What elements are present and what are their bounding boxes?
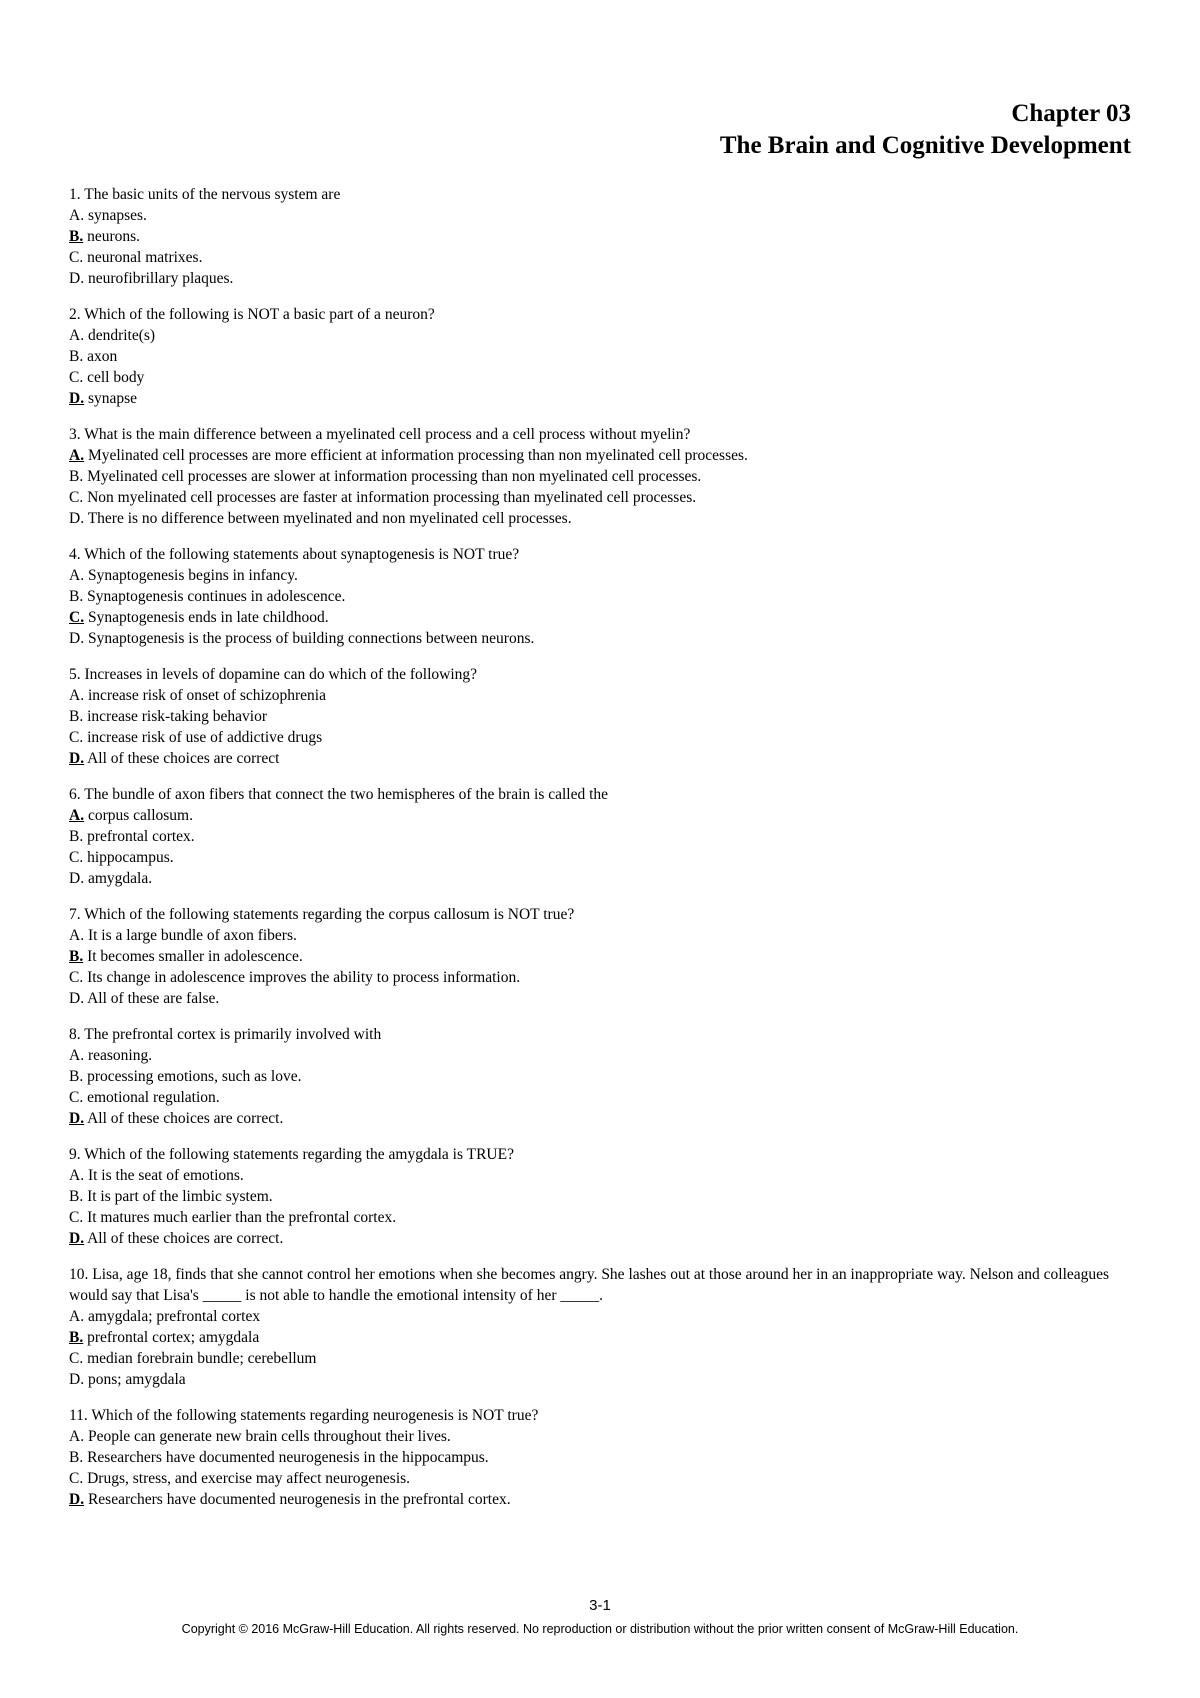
answer-text: Synaptogenesis begins in infancy. <box>87 567 298 584</box>
correct-answer-letter: B. <box>69 1329 84 1346</box>
answer-choice <box>69 946 1139 967</box>
answer-text: dendrite(s) <box>87 327 156 344</box>
answer-text: reasoning. <box>87 1047 153 1064</box>
answer-choice <box>69 1165 1139 1186</box>
answer-text: increase risk-taking behavior <box>87 708 267 725</box>
answer-text: amygdala; prefrontal cortex <box>87 1308 261 1325</box>
answer-text: Researchers have documented neurogenesis in the hippocampus. <box>87 1449 489 1466</box>
answer-letter: B. <box>69 1449 84 1466</box>
answer-letter: C. <box>69 1470 84 1487</box>
answer-choice <box>69 325 1139 346</box>
answer-choice <box>69 868 1139 889</box>
correct-answer-letter: C. <box>69 609 85 626</box>
answer-letter: B. <box>69 828 84 845</box>
answer-text: increase risk of use of addictive drugs <box>87 729 323 746</box>
chapter-number: Chapter 03 <box>1011 100 1131 127</box>
answer-choice <box>69 607 1139 628</box>
answer-choice <box>69 706 1139 727</box>
answer-text: neurofibrillary plaques. <box>87 270 234 287</box>
answer-letter: A. <box>69 927 85 944</box>
answer-text: Researchers have documented neurogenesis in the prefrontal cortex. <box>87 1491 511 1508</box>
answer-text: All of these choices are correct. <box>87 1110 284 1127</box>
answer-letter: D. <box>69 510 85 527</box>
question-stem: 1. The basic units of the nervous system are <box>69 186 341 203</box>
question-stem: 2. Which of the following is NOT a basic part of a neuron? <box>69 306 435 323</box>
answer-text: prefrontal cortex. <box>87 828 195 845</box>
question-stem: 5. Increases in levels of dopamine can do which of the following? <box>69 666 478 683</box>
answer-choice <box>69 628 1139 649</box>
correct-answer-letter: B. <box>69 948 84 965</box>
answer-choice <box>69 388 1139 409</box>
answer-letter: D. <box>69 1371 85 1388</box>
answer-choice <box>69 466 1139 487</box>
answer-text: Myelinated cell processes are more efficient at information processing than non myelinated cell processes. <box>87 447 748 464</box>
answer-choice <box>69 1045 1139 1066</box>
answer-choice <box>69 1369 1139 1390</box>
chapter-header <box>720 98 1131 162</box>
answer-text: Its change in adolescence improves the ability to process information. <box>87 969 521 986</box>
answer-choice <box>69 1327 1139 1348</box>
answer-letter: B. <box>69 1188 84 1205</box>
answer-text: Non myelinated cell processes are faster at information processing than myelinated cell processes. <box>87 489 697 506</box>
answer-text: Myelinated cell processes are slower at information processing than non myelinated cell processes. <box>87 468 702 485</box>
answer-choice <box>69 487 1139 508</box>
correct-answer-letter: D. <box>69 1230 85 1247</box>
answer-letter: C. <box>69 1089 84 1106</box>
question-list <box>69 184 1139 1525</box>
question-stem: 8. The prefrontal cortex is primarily involved with <box>69 1026 382 1043</box>
answer-letter: B. <box>69 1068 84 1085</box>
correct-answer-letter: A. <box>69 807 85 824</box>
answer-text: prefrontal cortex; amygdala <box>87 1329 260 1346</box>
answer-choice <box>69 586 1139 607</box>
answer-choice <box>69 445 1139 466</box>
question-5 <box>69 664 1139 769</box>
answer-letter: A. <box>69 1308 85 1325</box>
answer-text: It is a large bundle of axon fibers. <box>87 927 297 944</box>
answer-choice <box>69 805 1139 826</box>
answer-letter: C. <box>69 1350 84 1367</box>
answer-text: corpus callosum. <box>87 807 193 824</box>
answer-letter: A. <box>69 1428 85 1445</box>
question-1 <box>69 184 1139 289</box>
answer-text: emotional regulation. <box>87 1089 220 1106</box>
correct-answer-letter: D. <box>69 750 85 767</box>
correct-answer-letter: D. <box>69 1491 85 1508</box>
question-stem: 10. Lisa, age 18, finds that she cannot control her emotions when she becomes angry. She lashes out at those around her in an inappropriate way. Nelson and colleagues would say that Lisa's _____ is not able to handle the emotional intensity of her _____. <box>69 1266 1113 1304</box>
answer-text: All of these are false. <box>87 990 220 1007</box>
answer-choice <box>69 1108 1139 1129</box>
answer-letter: B. <box>69 468 84 485</box>
answer-choice <box>69 1489 1139 1510</box>
answer-choice <box>69 1447 1139 1468</box>
answer-letter: A. <box>69 687 85 704</box>
chapter-title: The Brain and Cognitive Development <box>719 132 1131 159</box>
answer-letter: C. <box>69 1209 84 1226</box>
answer-text: neurons. <box>87 228 141 245</box>
answer-choice <box>69 1228 1139 1249</box>
question-4 <box>69 544 1139 649</box>
page-number: 3-1 <box>589 1597 611 1614</box>
answer-text: pons; amygdala <box>87 1371 186 1388</box>
answer-letter: C. <box>69 849 84 866</box>
question-stem: 4. Which of the following statements about synaptogenesis is NOT true? <box>69 546 520 563</box>
answer-choice <box>69 847 1139 868</box>
answer-choice <box>69 1186 1139 1207</box>
answer-text: amygdala. <box>87 870 153 887</box>
answer-text: neuronal matrixes. <box>87 249 203 266</box>
answer-text: It is the seat of emotions. <box>87 1167 244 1184</box>
answer-text: All of these choices are correct <box>87 750 280 767</box>
answer-text: It matures much earlier than the prefrontal cortex. <box>87 1209 397 1226</box>
answer-choice <box>69 247 1139 268</box>
answer-letter: A. <box>69 1167 85 1184</box>
question-stem: 9. Which of the following statements regarding the amygdala is TRUE? <box>69 1146 514 1163</box>
answer-text: Synaptogenesis is the process of building connections between neurons. <box>87 630 535 647</box>
answer-choice <box>69 565 1139 586</box>
answer-text: median forebrain bundle; cerebellum <box>87 1350 317 1367</box>
answer-letter: D. <box>69 990 85 1007</box>
answer-choice <box>69 988 1139 1009</box>
question-3 <box>69 424 1139 529</box>
answer-choice <box>69 268 1139 289</box>
answer-choice <box>69 205 1139 226</box>
question-6 <box>69 784 1139 889</box>
answer-text: synapses. <box>87 207 147 224</box>
answer-choice <box>69 508 1139 529</box>
answer-text: hippocampus. <box>87 849 174 866</box>
correct-answer-letter: D. <box>69 390 85 407</box>
question-10 <box>69 1264 1139 1390</box>
answer-choice <box>69 826 1139 847</box>
answer-text: axon <box>87 348 118 365</box>
answer-choice <box>69 685 1139 706</box>
answer-choice <box>69 1426 1139 1447</box>
answer-text: All of these choices are correct. <box>87 1230 284 1247</box>
question-7 <box>69 904 1139 1009</box>
answer-choice <box>69 226 1139 247</box>
answer-choice <box>69 1066 1139 1087</box>
answer-letter: C. <box>69 969 84 986</box>
answer-text: Drugs, stress, and exercise may affect neurogenesis. <box>87 1470 411 1487</box>
answer-choice <box>69 1468 1139 1489</box>
answer-choice <box>69 346 1139 367</box>
answer-letter: B. <box>69 588 84 605</box>
answer-letter: D. <box>69 630 85 647</box>
answer-letter: C. <box>69 489 84 506</box>
answer-letter: A. <box>69 1047 85 1064</box>
answer-text: Synaptogenesis ends in late childhood. <box>87 609 329 626</box>
answer-choice <box>69 367 1139 388</box>
answer-text: It is part of the limbic system. <box>87 1188 273 1205</box>
answer-choice <box>69 748 1139 769</box>
question-8 <box>69 1024 1139 1129</box>
answer-letter: A. <box>69 567 85 584</box>
question-stem: 11. Which of the following statements regarding neurogenesis is NOT true? <box>69 1407 539 1424</box>
answer-letter: D. <box>69 870 85 887</box>
answer-text: processing emotions, such as love. <box>87 1068 302 1085</box>
answer-text: It becomes smaller in adolescence. <box>87 948 303 965</box>
question-stem: 6. The bundle of axon fibers that connect the two hemispheres of the brain is called the <box>69 786 609 803</box>
question-stem: 3. What is the main difference between a myelinated cell process and a cell process without myelin? <box>69 426 691 443</box>
answer-letter: A. <box>69 327 85 344</box>
correct-answer-letter: B. <box>69 228 84 245</box>
answer-text: increase risk of onset of schizophrenia <box>87 687 326 704</box>
question-2 <box>69 304 1139 409</box>
question-9 <box>69 1144 1139 1249</box>
answer-letter: C. <box>69 369 84 386</box>
answer-choice <box>69 1306 1139 1327</box>
answer-letter: B. <box>69 708 84 725</box>
answer-text: synapse <box>87 390 138 407</box>
answer-choice <box>69 925 1139 946</box>
answer-choice <box>69 967 1139 988</box>
answer-choice <box>69 1207 1139 1228</box>
correct-answer-letter: D. <box>69 1110 85 1127</box>
answer-letter: C. <box>69 249 84 266</box>
answer-letter: C. <box>69 729 84 746</box>
correct-answer-letter: A. <box>69 447 85 464</box>
copyright-notice: Copyright © 2016 McGraw-Hill Education. All rights reserved. No reproduction or distribution without the prior written consent of McGraw-Hill Education. <box>181 1622 1019 1636</box>
answer-text: People can generate new brain cells throughout their lives. <box>87 1428 451 1445</box>
question-stem: 7. Which of the following statements regarding the corpus callosum is NOT true? <box>69 906 575 923</box>
answer-text: Synaptogenesis continues in adolescence. <box>87 588 346 605</box>
question-11 <box>69 1405 1139 1510</box>
answer-text: cell body <box>87 369 145 386</box>
answer-letter: D. <box>69 270 85 287</box>
answer-choice <box>69 1348 1139 1369</box>
answer-choice <box>69 1087 1139 1108</box>
answer-choice <box>69 727 1139 748</box>
answer-text: There is no difference between myelinated and non myelinated cell processes. <box>87 510 572 527</box>
answer-letter: B. <box>69 348 84 365</box>
answer-letter: A. <box>69 207 85 224</box>
